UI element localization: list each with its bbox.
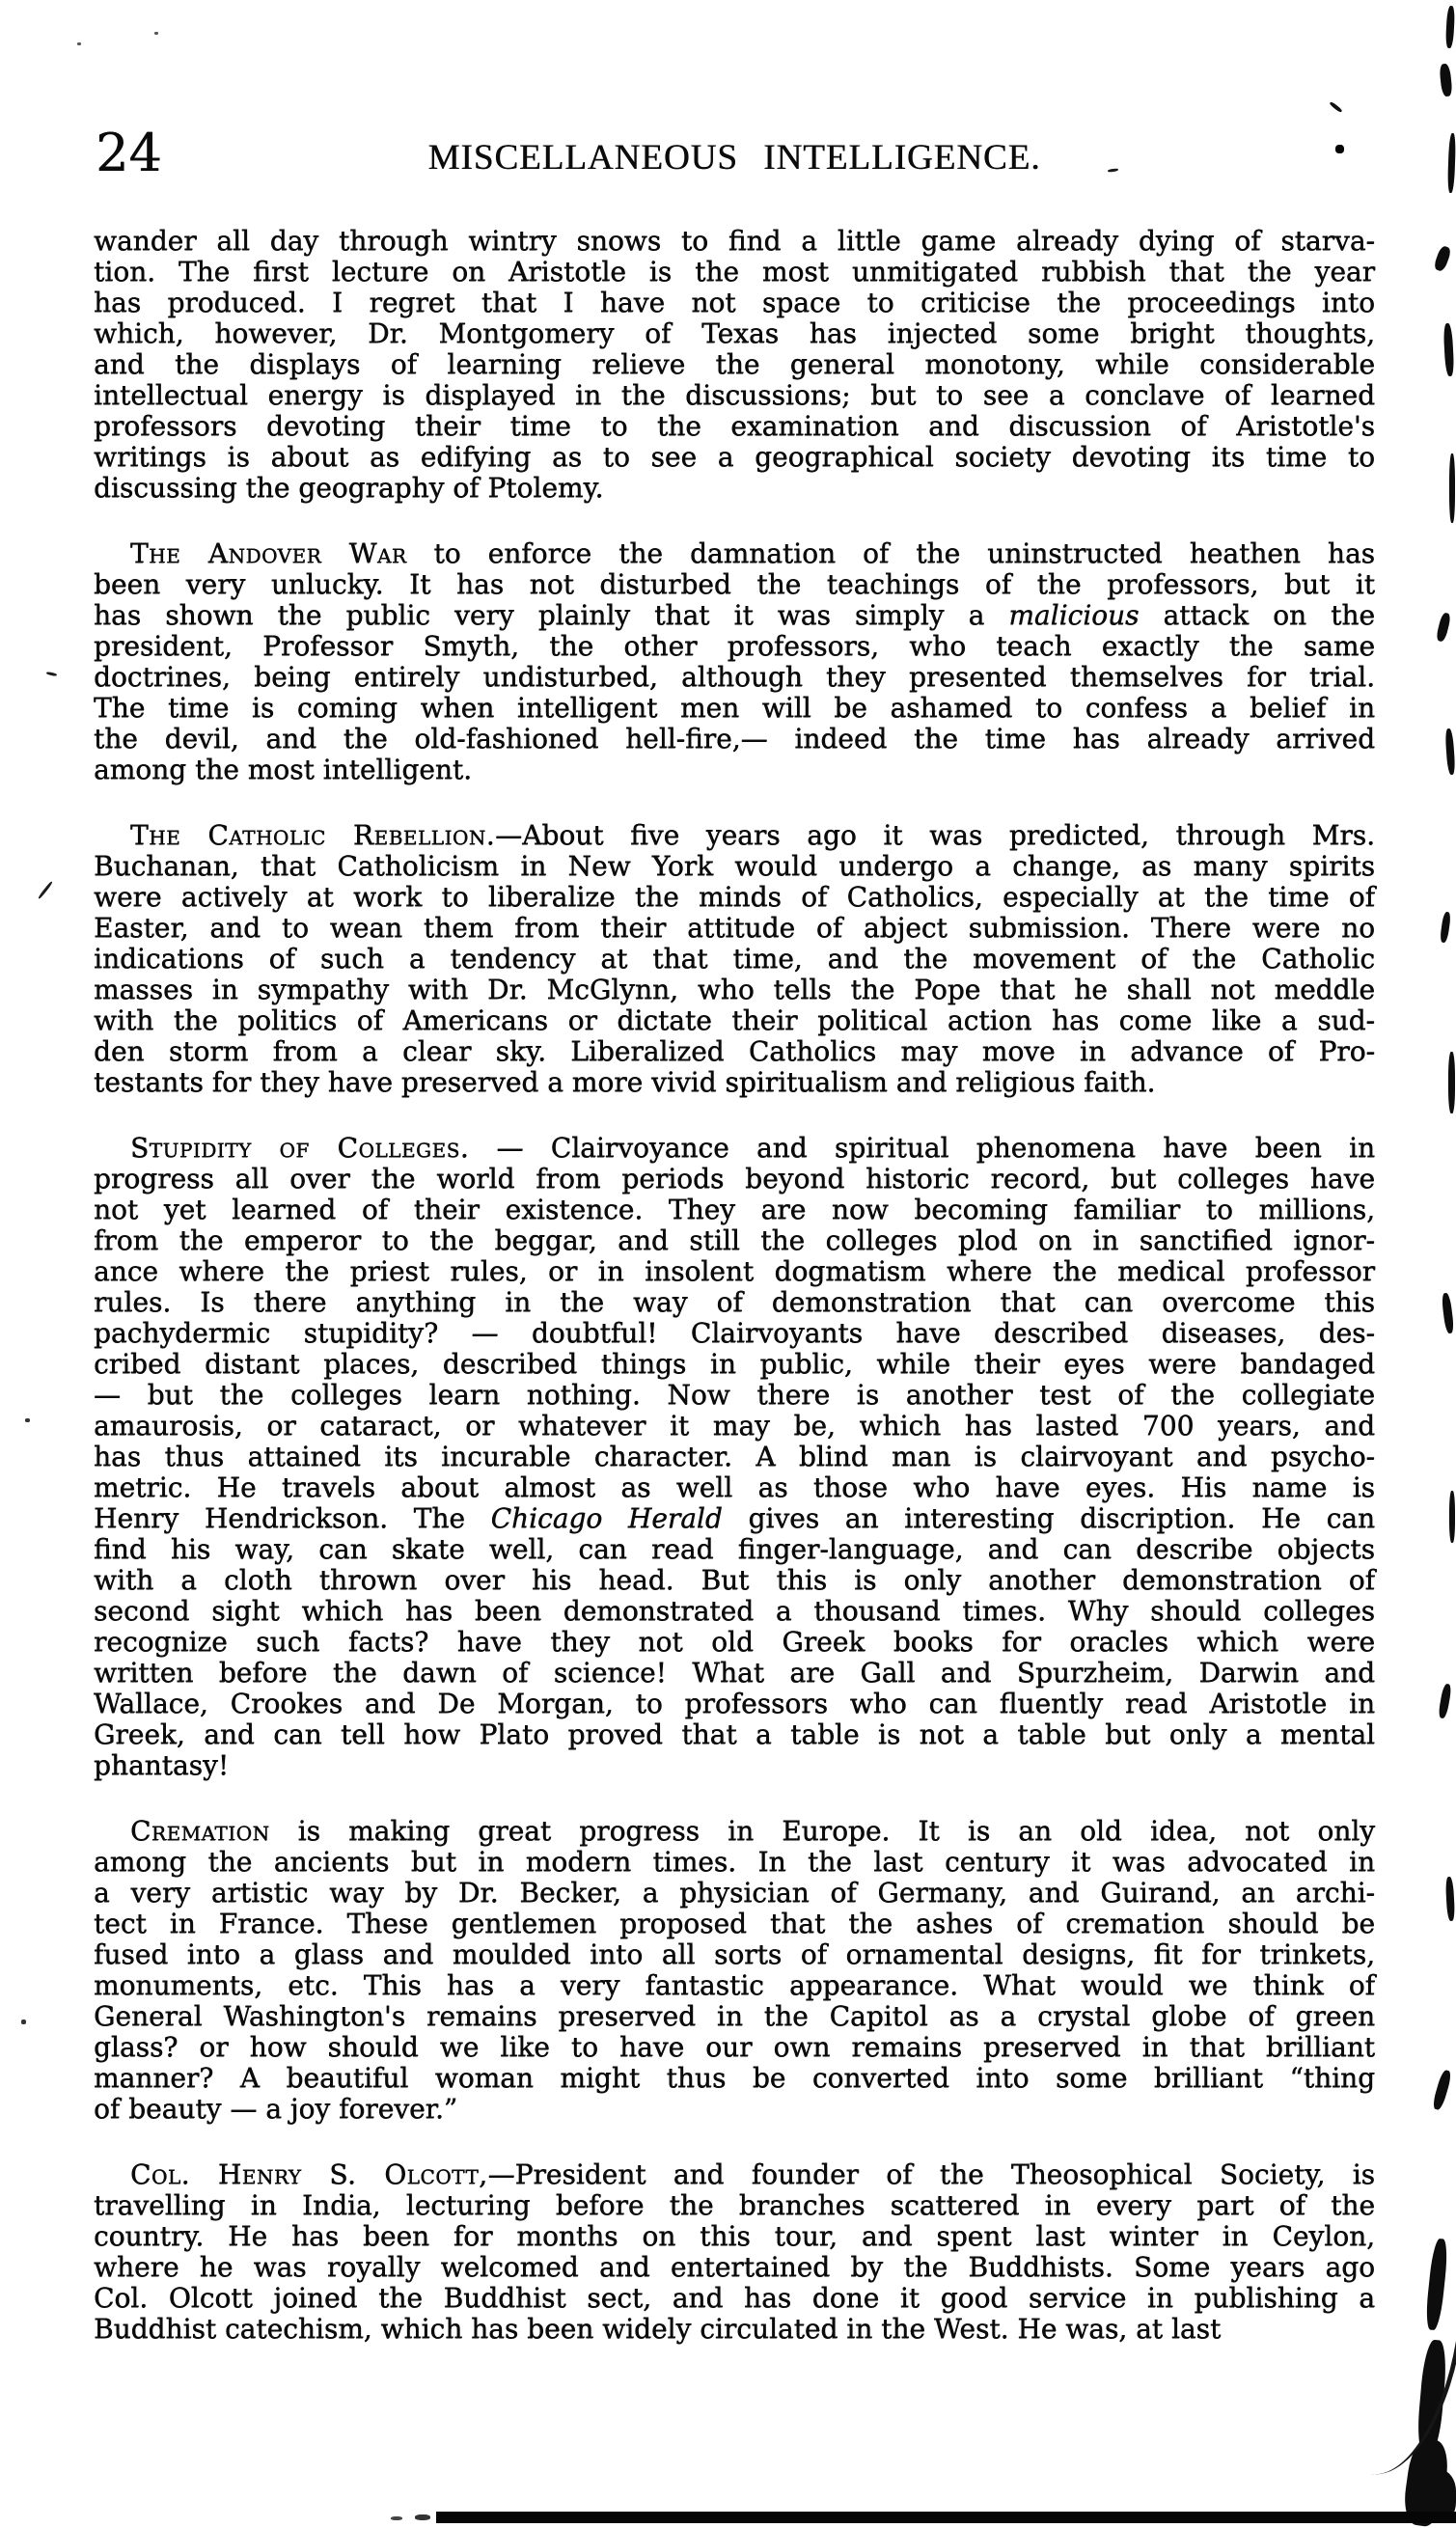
article-paragraph [94,1816,1375,2125]
text-line: among the most intelligent. [94,754,472,785]
text-line: tect in France. These gentlemen proposed that the ashes of cremation should be [94,1908,1375,1939]
text-line: metric. He travels about almost as well as those who have eyes. His name is [94,1471,1375,1503]
text-line: the devil, and the old-fashioned hell-fire,— indeed the time has already arrived [94,723,1375,755]
scan-artifact [46,672,57,676]
text-line: Col. Henry S. Olcott,—President and founder of the Theosophical Society, is [130,2158,1375,2190]
text-line: Cremation is making great progress in Europe. It is an old idea, not only [130,1815,1375,1847]
text-line: Easter, and to wean them from their attitude of abject submission. There were no [94,912,1375,944]
scan-artifact [1431,2069,1452,2110]
scan-artifact [415,2514,430,2520]
text-line: were actively at work to liberalize the minds of Catholics, especially at the time of [94,881,1375,913]
text-line: has shown the public very plainly that it was simply a malicious attack on the [94,599,1375,631]
text-line: The Andover War to enforce the damnation of the uninstructed heathen has [130,537,1376,569]
text-line: a very artistic way by Dr. Becker, a physician of Germany, and Guirand, an archi- [94,1877,1375,1909]
scan-artifact [1443,323,1455,376]
text-line: with a cloth thrown over his head. But this is only another demonstration of [94,1564,1375,1596]
scan-artifact [436,2512,1456,2523]
scan-artifact [77,42,81,45]
text-line: fused into a glass and moulded into all sorts of ornamental designs, fit for trinkets, [94,1938,1375,1970]
article-paragraph [94,1133,1375,1781]
page-text [94,226,1375,2379]
text-line: and the displays of learning relieve the general monotony, while considerable [94,348,1375,380]
text-line: manner? A beautiful woman might thus be converted into some brilliant “thing [94,2062,1375,2094]
text-line: ance where the priest rules, or in insolent dogmatism where the medical professor [94,1255,1375,1287]
text-line: testants for they have preserved a more vivid spiritualism and religious faith. [94,1066,1156,1098]
scan-artifact [1445,6,1455,48]
text-line: from the emperor to the beggar, and still the colleges plod on in sanctified ignor- [94,1224,1375,1256]
scan-artifact [1438,1683,1452,1718]
text-line: rules. Is there anything in the way of demonstration that can overcome this [94,1286,1375,1318]
smallcaps-heading: Cremation [130,1815,270,1847]
text-line: of beauty — a joy forever.” [94,2093,458,2125]
text-line: tion. The first lecture on Aristotle is the most unmitigated rubbish that the year [94,256,1375,288]
scan-artifact [21,2020,26,2024]
scan-artifact [1445,1877,1455,1921]
text-line: Henry Hendrickson. The Chicago Herald gives an interesting discription. He can [94,1502,1375,1534]
smallcaps-heading: Col. Henry S. Olcott, [130,2158,488,2190]
scan-artifact [1335,145,1344,153]
text-line: Col. Olcott joined the Buddhist sect, and has done it good service in publishing a [94,2282,1375,2314]
page-title: MISCELLANEOUS INTELLIGENCE. [427,138,1041,178]
text-line: monuments, etc. This has a very fantastic appearance. What would we think of [94,1969,1375,2001]
text-line: The Catholic Rebellion.—About five years ago it was predicted, through Mrs. [130,819,1375,851]
text-line: writings is about as edifying as to see a geographical society devoting its time to [94,441,1375,473]
scan-artifact [1447,133,1456,193]
scan-artifact [1449,1491,1455,1543]
scan-artifact [1441,1293,1454,1334]
article-paragraph [94,538,1375,785]
text-line: where he was royally welcomed and entertained by the Buddhists. Some years ago [94,2251,1375,2283]
text-line: amaurosis, or cataract, or whatever it may be, which has lasted 700 years, and [94,1410,1375,1442]
scan-artifact [1439,64,1452,97]
text-line: has thus attained its incurable character. A blind man is clairvoyant and psycho- [94,1441,1375,1472]
text-line: Wallace, Crookes and De Morgan, to professors who can fluently read Aristotle in [94,1688,1375,1719]
text-line: recognize such facts? have they not old Greek books for oracles which were [94,1626,1375,1658]
text-line: pachydermic stupidity? — doubtful! Clairvoyants have described diseases, des- [94,1317,1375,1349]
text-line: progress all over the world from periods beyond historic record, but colleges have [94,1163,1375,1195]
smallcaps-heading: Stupidity of Colleges. [130,1132,470,1164]
italic-text: Chicago Herald [490,1502,723,1534]
text-line: Greek, and can tell how Plato proved that a table is not a table but only a mental [94,1718,1375,1750]
text-line: president, Professor Smyth, the other professors, who teach exactly the same [94,630,1375,662]
text-line: country. He has been for months on this tour, and spent last winter in Ceylon, [94,2220,1375,2252]
article-paragraph [94,226,1375,504]
smallcaps-heading: The Andover War [130,537,407,569]
text-line: doctrines, being entirely undisturbed, although they presented themselves for trial. [94,661,1375,693]
scan-artifact [1449,453,1455,523]
text-line: Stupidity of Colleges. — Clairvoyance and spiritual phenomena have been in [130,1132,1375,1164]
smallcaps-heading: The Catholic Rebellion. [130,819,496,851]
page-number: 24 [96,123,162,183]
scan-artifact [1444,728,1455,775]
text-line: been very unlucky. It has not disturbed the teachings of the professors, but it [94,568,1375,600]
text-line: which, however, Dr. Montgomery of Texas has injected some bright thoughts, [94,317,1375,349]
text-line: intellectual energy is displayed in the discussions; but to see a conclave of learned [94,379,1375,411]
text-line: with the politics of Americans or dictate their political action has come like a sud- [94,1004,1375,1036]
scan-artifact [154,32,158,35]
article-paragraph [94,820,1375,1098]
text-line: find his way, can skate well, can read finger-language, and can describe objects [94,1533,1375,1565]
text-line: wander all day through wintry snows to find a little game already dying of starva- [94,225,1375,257]
text-line: den storm from a clear sky. Liberalized Catholics may move in advance of Pro- [94,1035,1375,1067]
text-line: written before the dawn of science! What are Gall and Spurzheim, Darwin and [94,1657,1375,1689]
text-line: discussing the geography of Ptolemy. [94,472,604,504]
text-line: second sight which has been demonstrated a thousand times. Why should colleges [94,1595,1375,1627]
text-line: not yet learned of their existence. They are now becoming familiar to millions, [94,1194,1375,1225]
text-line: — but the colleges learn nothing. Now there is another test of the collegiate [94,1379,1375,1411]
scan-artifact [1433,245,1452,273]
scan-artifact [1329,101,1342,113]
scan-artifact [38,881,53,899]
scan-artifact [1448,1052,1455,1113]
text-line: Buddhist catechism, which has been widely circulated in the West. He was, at last [94,2313,1222,2345]
text-line: General Washington's remains preserved in the Capitol as a crystal globe of green [94,2000,1375,2032]
text-line: travelling in India, lecturing before the branches scattered in every part of the [94,2189,1375,2221]
scan-artifact [1436,612,1452,643]
text-line: glass? or how should we like to have our own remains preserved in that brilliant [94,2031,1375,2063]
text-line: cribed distant places, described things in public, while their eyes were bandaged [94,1348,1375,1380]
text-line: has produced. I regret that I have not space to criticise the proceedings into [94,287,1375,318]
text-line: phantasy! [94,1749,230,1781]
text-line: among the ancients but in modern times. In the last century it was advocated in [94,1846,1375,1878]
text-line: Buchanan, that Catholicism in New York would undergo a change, as many spirits [94,850,1375,882]
scan-artifact [25,1418,30,1422]
page-header [94,125,1375,189]
text-line: The time is coming when intelligent men will be ashamed to confess a belief in [94,692,1375,724]
text-line: masses in sympathy with Dr. McGlynn, who tells the Pope that he shall not meddle [94,974,1375,1005]
italic-text: malicious [1008,599,1140,631]
text-line: indications of such a tendency at that time, and the movement of the Catholic [94,943,1375,975]
text-line: professors devoting their time to the examination and discussion of Aristotle's [94,410,1375,442]
scan-artifact [1440,912,1451,944]
scan-artifact [391,2516,402,2520]
article-paragraph [94,2159,1375,2345]
